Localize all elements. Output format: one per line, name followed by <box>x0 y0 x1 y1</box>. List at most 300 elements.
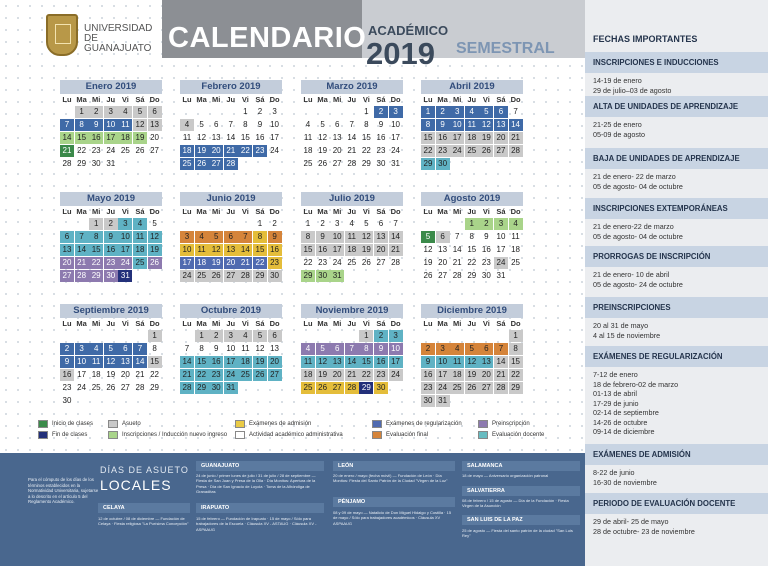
weekday-header-row <box>421 206 523 218</box>
day-cell: 2 <box>320 219 325 228</box>
legend-swatch <box>108 420 118 428</box>
weekday-label: Sá <box>135 319 145 328</box>
day-cell: 2 <box>60 343 74 355</box>
day-cell: 3 <box>118 218 132 230</box>
date-line: 29 de abril- 25 de mayo <box>593 517 669 526</box>
empty-cell <box>133 330 147 342</box>
day-cell: 5 <box>199 120 204 129</box>
day-cell: 19 <box>465 369 479 381</box>
day-cell: 19 <box>479 132 493 144</box>
day-cell: 30 <box>376 159 386 168</box>
day-grid <box>60 330 162 407</box>
day-cell: 25 <box>465 145 479 157</box>
day-cell: 21 <box>452 258 462 267</box>
day-cell: 2 <box>89 106 103 118</box>
day-cell: 22 <box>509 369 523 381</box>
day-cell: 22 <box>359 369 373 381</box>
month-calendar <box>180 304 282 394</box>
empty-cell <box>436 330 450 342</box>
day-cell: 25 <box>301 382 315 394</box>
empty-cell <box>209 106 223 118</box>
day-cell: 6 <box>330 343 344 355</box>
date-line: 05 de agosto- 24 de octubre <box>593 279 683 289</box>
day-cell: 30 <box>91 159 101 168</box>
legend-item <box>478 431 544 439</box>
day-cell: 22 <box>361 146 371 155</box>
day-cell: 7 <box>228 120 233 129</box>
day-cell: 17 <box>77 370 87 379</box>
day-cell: 2 <box>104 218 118 230</box>
day-cell: 9 <box>484 232 489 241</box>
day-cell: 30 <box>436 158 450 170</box>
day-cell: 31 <box>224 382 238 394</box>
day-cell: 12 <box>148 231 162 243</box>
day-cell: 12 <box>318 133 328 142</box>
day-cell: 26 <box>318 159 328 168</box>
legend-item <box>38 420 93 428</box>
day-cell: 10 <box>389 343 403 355</box>
day-cell: 14 <box>347 133 357 142</box>
day-cell: 27 <box>376 258 386 267</box>
day-cell: 26 <box>253 369 267 381</box>
day-cell: 11 <box>118 119 132 131</box>
legend-swatch <box>372 420 382 428</box>
date-line: 02-14 de septiembre <box>593 408 659 417</box>
day-cell: 25 <box>195 270 209 282</box>
day-cell: 19 <box>195 145 209 157</box>
month-calendar <box>301 304 403 394</box>
month-title: Agosto 2019 <box>421 192 523 206</box>
weekday-label: Lu <box>303 319 313 328</box>
day-cell: 8 <box>89 231 103 243</box>
day-cell: 24 <box>436 382 450 394</box>
legend-item <box>372 431 428 439</box>
day-cell: 27 <box>330 382 344 394</box>
day-cell: 24 <box>106 146 116 155</box>
sidebar-section-dates <box>593 120 645 139</box>
day-cell: 7 <box>513 107 518 116</box>
salvatierra-holidays: 08 de febrero / 15 de agosto — Día de la Fundación · Fiesta Virgen de la Asunción <box>462 498 569 509</box>
day-cell: 7 <box>133 343 147 355</box>
day-cell: 15 <box>421 132 435 144</box>
sidebar-section-dates <box>593 370 678 437</box>
day-cell: 9 <box>374 343 388 355</box>
day-cell: 28 <box>494 382 508 394</box>
day-cell: 16 <box>374 356 388 368</box>
date-line: 21 de enero-22 de marzo <box>593 222 674 231</box>
day-cell: 8 <box>359 343 373 355</box>
day-cell: 10 <box>270 120 280 129</box>
day-cell: 13 <box>332 133 342 142</box>
day-cell: 16 <box>481 245 491 254</box>
weekday-label: Do <box>510 319 521 328</box>
weekday-label: Ma <box>196 95 207 104</box>
day-cell: 1 <box>257 219 263 228</box>
weekday-label: Sá <box>255 95 265 104</box>
month-calendar <box>301 192 403 282</box>
day-cell: 14 <box>238 244 252 256</box>
day-cell: 9 <box>60 356 74 368</box>
weekday-label: Mi <box>453 95 462 104</box>
empty-cell <box>195 218 209 230</box>
weekday-label: Do <box>269 95 280 104</box>
date-line: 7-12 de enero <box>593 370 638 379</box>
day-cell: 21 <box>60 145 74 157</box>
day-cell: 8 <box>364 120 369 129</box>
weekday-label: Ju <box>226 207 236 216</box>
weekday-label: Do <box>149 95 160 104</box>
day-cell: 12 <box>104 356 118 368</box>
empty-cell <box>301 106 315 118</box>
sidebar-section-dates <box>593 222 683 241</box>
weekday-label: Mi <box>453 207 462 216</box>
place-guanajuato: GUANAJUATO <box>196 461 324 471</box>
day-cell: 21 <box>238 257 252 269</box>
empty-cell <box>209 218 223 230</box>
sidebar-section-heading: EXÁMENES DE ADMISIÓN <box>585 444 768 465</box>
day-cell: 23 <box>318 258 328 267</box>
day-cell: 14 <box>345 356 359 368</box>
legend-label: Fin de clases <box>52 432 88 438</box>
month-calendar <box>301 80 403 170</box>
sidebar-section-heading: PERIODO DE EVALUACIÓN DOCENTE <box>585 493 768 514</box>
month-calendar <box>421 304 523 407</box>
empty-cell <box>75 330 89 342</box>
day-cell: 26 <box>148 257 162 269</box>
day-cell: 16 <box>89 132 103 144</box>
legend-swatch <box>38 420 48 428</box>
day-cell: 12 <box>255 344 265 353</box>
month-calendar <box>60 192 162 282</box>
day-cell: 11 <box>450 356 464 368</box>
day-cell: 3 <box>75 343 89 355</box>
day-cell: 13 <box>148 119 162 131</box>
day-cell: 2 <box>374 330 388 342</box>
day-cell: 28 <box>509 145 523 157</box>
empty-cell <box>316 106 330 118</box>
penjamo-holidays: 08 y 09 de mayo — Natalicio de Don Miguel Hidalgo y Costilla · 15 de mayo / Sólo para trabajadores académicos · Cláusula XV ASPAAUG <box>333 510 452 526</box>
weekday-label: Do <box>149 207 160 216</box>
day-cell: 8 <box>199 344 204 353</box>
day-cell: 3 <box>450 106 464 118</box>
empty-cell <box>238 218 252 230</box>
day-cell: 2 <box>374 106 388 118</box>
weekday-header-row <box>60 318 162 330</box>
day-cell: 13 <box>494 119 508 131</box>
empty-cell <box>330 330 344 342</box>
weekday-label: Vi <box>482 95 490 104</box>
day-cell: 26 <box>465 382 479 394</box>
day-cell: 27 <box>120 383 130 392</box>
day-cell: 4 <box>118 106 132 118</box>
day-cell: 24 <box>224 369 238 381</box>
day-grid <box>180 218 282 282</box>
day-cell: 21 <box>345 369 359 381</box>
day-cell: 31 <box>330 270 344 282</box>
day-cell: 3 <box>389 330 403 342</box>
day-cell: 8 <box>75 119 89 131</box>
day-cell: 14 <box>509 119 523 131</box>
day-cell: 9 <box>316 231 330 243</box>
legend-item <box>108 420 141 428</box>
day-cell: 28 <box>345 382 359 394</box>
day-cell: 23 <box>62 383 72 392</box>
empty-cell <box>60 106 74 118</box>
day-cell: 20 <box>438 258 448 267</box>
month-title: Julio 2019 <box>301 192 403 206</box>
legend-swatch <box>108 431 118 439</box>
legend-item <box>108 431 227 439</box>
empty-cell <box>75 218 89 230</box>
weekday-header-row <box>301 206 403 218</box>
day-cell: 11 <box>465 119 479 131</box>
day-cell: 29 <box>467 271 477 280</box>
day-cell: 5 <box>133 106 147 118</box>
day-cell: 1 <box>305 219 311 228</box>
day-grid <box>421 106 523 170</box>
day-cell: 18 <box>465 132 479 144</box>
day-cell: 15 <box>89 244 103 256</box>
sidebar-section-heading: PREINSCRIPCIONES <box>585 297 768 318</box>
day-cell: 8 <box>469 232 474 241</box>
day-cell: 9 <box>421 356 435 368</box>
day-cell: 21 <box>224 145 238 157</box>
day-cell: 10 <box>391 120 401 129</box>
day-cell: 20 <box>224 257 238 269</box>
weekday-label: Ju <box>347 319 357 328</box>
weekday-label: Vi <box>482 207 490 216</box>
place-san-luis-de-la-paz: SAN LUIS DE LA PAZ <box>462 515 580 525</box>
day-cell: 10 <box>226 344 236 353</box>
day-cell: 18 <box>345 244 359 256</box>
day-cell: 25 <box>120 146 130 155</box>
header <box>0 0 585 78</box>
day-cell: 24 <box>391 146 401 155</box>
day-cell: 2 <box>257 107 263 116</box>
day-cell: 6 <box>479 343 493 355</box>
sidebar-section-heading: ALTA DE UNIDADES DE APRENDIZAJE <box>585 96 768 117</box>
day-cell: 27 <box>438 271 448 280</box>
month-title: Septiembre 2019 <box>60 304 162 318</box>
day-cell: 23 <box>376 146 386 155</box>
day-cell: 7 <box>494 343 508 355</box>
day-cell: 13 <box>270 344 280 353</box>
day-cell: 27 <box>332 159 342 168</box>
day-cell: 16 <box>255 133 265 142</box>
sidebar-section-heading: EXÁMENES DE REGULARIZACIÓN <box>585 346 768 367</box>
date-line: 14-19 de enero <box>593 76 642 85</box>
day-cell: 17 <box>389 356 403 368</box>
day-cell: 20 <box>479 369 493 381</box>
day-cell: 30 <box>481 271 491 280</box>
guanajuato-holidays: 24 de junio / primer lunes de julio / 31 de julio / 28 de septiembre — Fiesta de San Juan y Presa de la Olla · Día Monitos: Apertura de la Presa · Día de San Ignacio de Loyola · Toma de la Alhóndiga de Granaditas <box>196 473 316 494</box>
day-cell: 21 <box>509 132 523 144</box>
weekday-label: Sá <box>496 319 506 328</box>
day-cell: 1 <box>364 107 369 116</box>
day-cell: 20 <box>374 244 388 256</box>
empty-cell <box>104 330 118 342</box>
day-cell: 9 <box>257 120 263 129</box>
day-cell: 26 <box>479 145 493 157</box>
sidebar-title: FECHAS IMPORTANTES <box>593 34 698 44</box>
day-cell: 9 <box>213 344 219 353</box>
weekday-label: Sá <box>376 319 386 328</box>
day-cell: 6 <box>494 106 508 118</box>
day-cell: 30 <box>374 382 388 394</box>
day-cell: 17 <box>330 244 344 256</box>
day-cell: 23 <box>436 145 450 157</box>
weekday-label: Ma <box>437 95 448 104</box>
empty-cell <box>301 330 315 342</box>
weekday-label: Lu <box>62 95 72 104</box>
day-cell: 21 <box>75 257 89 269</box>
date-line: 14-26 de octubre <box>593 417 648 427</box>
weekday-label: Mi <box>92 207 101 216</box>
month-calendar <box>60 80 162 170</box>
day-cell: 22 <box>89 257 103 269</box>
empty-cell <box>421 330 435 342</box>
day-cell: 5 <box>479 106 493 118</box>
day-cell: 28 <box>224 158 238 170</box>
day-cell: 31 <box>391 159 401 168</box>
irapuato-holidays: 15 de febrero — Fundación de Irapuato · 15 de mayo / Sólo para trabajadores de la Escuela · Cláusula XV - ASTAUG · Cláusula XV - ASPAAUG <box>196 516 317 532</box>
day-cell: 11 <box>195 244 209 256</box>
weekday-label: Ma <box>76 95 87 104</box>
day-cell: 6 <box>268 330 282 342</box>
day-cell: 4 <box>465 106 479 118</box>
sidebar-section-dates <box>593 517 695 536</box>
month-calendar <box>60 304 162 407</box>
day-cell: 18 <box>450 369 464 381</box>
weekday-label: Ju <box>347 207 357 216</box>
weekday-label: Mi <box>212 95 221 104</box>
weekday-label: Do <box>510 95 521 104</box>
day-cell: 20 <box>494 132 508 144</box>
legend-swatch <box>235 420 245 428</box>
day-cell: 2 <box>421 343 435 355</box>
legend-swatch <box>372 431 382 439</box>
day-cell: 24 <box>494 257 508 269</box>
day-cell: 26 <box>361 258 371 267</box>
weekday-label: Ma <box>437 319 448 328</box>
celaya-holidays: 12 de octubre / 08 de diciembre — Fundación de Celaya · Fiesta religiosa "La Purísima Concepción" <box>98 516 189 527</box>
weekday-label: Do <box>390 319 401 328</box>
empty-cell <box>118 330 132 342</box>
day-cell: 23 <box>91 146 101 155</box>
empty-cell <box>180 218 194 230</box>
legend-label: Exámenes de admisión <box>249 421 312 427</box>
day-cell: 5 <box>316 343 330 355</box>
day-cell: 5 <box>209 231 223 243</box>
day-grid <box>180 106 282 170</box>
legend-swatch <box>235 431 245 439</box>
month-title: Junio 2019 <box>180 192 282 206</box>
weekday-label: Ju <box>106 207 116 216</box>
weekday-label: Ju <box>347 95 357 104</box>
place-salvatierra: SALVATIERRA <box>462 486 580 496</box>
day-cell: 21 <box>180 369 194 381</box>
date-line: 20 al 31 de mayo <box>593 321 649 330</box>
day-cell: 25 <box>180 158 194 170</box>
month-calendar <box>180 192 282 282</box>
day-cell: 29 <box>195 382 209 394</box>
sidebar-section-dates <box>593 270 683 289</box>
title-year: 2019 <box>366 36 435 71</box>
day-cell: 3 <box>334 219 340 228</box>
day-cell: 26 <box>423 271 433 280</box>
day-cell: 20 <box>60 257 74 269</box>
day-cell: 14 <box>133 356 147 368</box>
day-cell: 10 <box>118 231 132 243</box>
day-cell: 14 <box>452 245 462 254</box>
day-cell: 5 <box>253 330 267 342</box>
day-cell: 6 <box>118 343 132 355</box>
day-cell: 13 <box>60 244 74 256</box>
day-cell: 1 <box>465 218 479 230</box>
day-grid <box>60 106 162 170</box>
day-cell: 15 <box>195 356 209 368</box>
place-celaya: CELAYA <box>98 503 190 513</box>
weekday-label: Ju <box>467 319 477 328</box>
day-cell: 23 <box>481 258 491 267</box>
weekday-label: Lu <box>303 207 313 216</box>
month-title: Octubre 2019 <box>180 304 282 318</box>
day-cell: 8 <box>243 120 248 129</box>
day-cell: 29 <box>421 158 435 170</box>
weekday-label: Vi <box>241 95 249 104</box>
day-cell: 11 <box>511 232 520 241</box>
day-cell: 28 <box>238 270 252 282</box>
weekday-label: Do <box>390 95 401 104</box>
empty-cell <box>465 330 479 342</box>
day-cell: 29 <box>253 270 267 282</box>
day-cell: 22 <box>238 145 252 157</box>
day-cell: 17 <box>104 132 118 144</box>
empty-cell <box>494 330 508 342</box>
sidebar-section-heading: INSCRIPCIONES EXTEMPORÁNEAS <box>585 198 768 219</box>
day-cell: 3 <box>104 106 118 118</box>
day-cell: 18 <box>180 145 194 157</box>
day-cell: 8 <box>421 119 435 131</box>
day-cell: 22 <box>77 146 87 155</box>
day-cell: 19 <box>423 258 433 267</box>
day-grid <box>301 106 403 170</box>
day-grid <box>60 218 162 282</box>
day-cell: 25 <box>450 382 464 394</box>
day-cell: 10 <box>104 119 118 131</box>
empty-cell <box>330 106 344 118</box>
weekday-label: Sá <box>255 207 265 216</box>
day-cell: 18 <box>238 356 252 368</box>
weekday-label: Ju <box>467 95 477 104</box>
weekday-label: Mi <box>453 319 462 328</box>
day-cell: 21 <box>135 370 145 379</box>
legend-swatch <box>478 431 488 439</box>
weekday-label: Mi <box>333 207 342 216</box>
day-cell: 15 <box>148 356 162 368</box>
day-cell: 7 <box>349 120 354 129</box>
day-cell: 5 <box>465 343 479 355</box>
day-cell: 1 <box>195 330 209 342</box>
day-cell: 19 <box>318 146 328 155</box>
day-cell: 9 <box>268 231 282 243</box>
university-name: UNIVERSIDAD DE GUANAJUATO <box>84 23 153 54</box>
day-cell: 1 <box>421 106 435 118</box>
important-dates-sidebar <box>585 0 768 566</box>
day-cell: 21 <box>347 146 357 155</box>
day-cell: 8 <box>301 231 315 243</box>
legend-item <box>478 420 530 428</box>
